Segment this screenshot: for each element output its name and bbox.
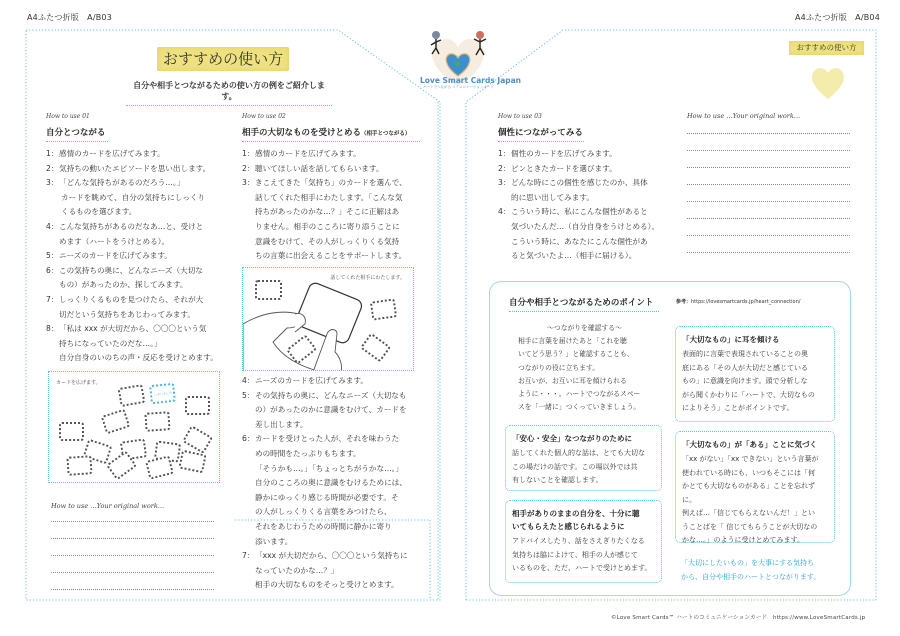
page-title: おすすめの使い方 <box>157 47 289 71</box>
section-how-to-use-03 <box>498 113 673 264</box>
step-item: 4： ニーズのカードを広げてみます。 <box>242 376 368 385</box>
confirm-text: 相手に言葉を届けたあと「これを聴 いてどう思う？」と確認することも、 つながりの役に立ちます。 お互いが、お互いに耳を傾けられる ように・・・。ハートでつながるスペー スを「一緒に」つくっていきましょう。 <box>518 337 641 412</box>
step-item: 2： 気持ちの動いたエピソードを思い出します。 <box>46 163 211 173</box>
illustration-caption: カードを広げます。 <box>56 380 101 386</box>
page-code-left: A4ふたつ折版 A/B03 <box>27 13 112 22</box>
writing-line[interactable] <box>687 184 850 185</box>
writing-line[interactable] <box>51 589 214 590</box>
step-item: 4： こんな気持ちがあるのだなあ…と、受けと めます（ハートをうけとめる）。 <box>46 221 204 246</box>
writing-line[interactable] <box>687 167 850 168</box>
page-subtitle: 自分や相手とつながるための使い方の例をご紹介します。 <box>126 80 332 106</box>
step-item: 3： きこえてきた「気持ち」のカードを選んで、 話してくれた相手にわたします。「こんな気 持ちがあったのかな…？」そこに正解はあ りません。相手のこころに寄り添うことに 意識をむけて、その人がしっくりくる気持 ちの言葉に出会えることをサポートします。 <box>242 178 407 261</box>
step-item: 6： カードを受けとった人が、それを味わうた めの時間をたっぷりもちます。 「そうかも…。」「ちょっとちがうかな…。」 自分のこころの奥に意識をむけるためには、 静かにゆっくり感じる時間が必要です。そ の人がしっくりくる言葉をみつけたら、 それをあじわうための時間に静かに寄り 添います。 <box>242 434 407 546</box>
step-item: 3： 「どんな気持ちがあるのだろう…。」 カードを眺めて、自分の気持ちにしっくり くるものを選びます。 <box>46 178 206 217</box>
tip-heading: 「安心・安全」なつながりのために <box>512 434 632 443</box>
step-list <box>242 147 432 264</box>
tip-notice-important <box>675 431 835 543</box>
step-item: 7： しっくりくるものを見つけたら、それが大 切だという気持ちをあじわってみます。 <box>46 294 204 319</box>
logo-name: Love Smart Cards Japan <box>420 76 522 85</box>
tip-heading: 相手がありのままの自分を、十分に聴 いてもらえたと感じられるように <box>512 509 640 531</box>
writing-line[interactable] <box>687 201 850 202</box>
writing-line[interactable] <box>687 133 850 134</box>
reference-link[interactable]: 参考：https://lovesmartcards.jp/heart_connection/ <box>676 299 801 305</box>
card-icon <box>144 411 170 432</box>
confirm-subtitle: ～つながりを確認する～ <box>547 324 622 332</box>
tip-text: 話してくれた個人的な話は、とても大切な この場だけの話です。この場以外では共 有しないことを確認します。 <box>512 449 645 484</box>
step-item: 1： 個性のカードを広げてみます。 <box>498 149 617 158</box>
card-icon <box>66 455 92 476</box>
tip-listening <box>505 500 662 583</box>
card-icon <box>178 450 206 474</box>
original-work-left <box>51 502 214 590</box>
section-label: How to use 02 <box>242 113 286 120</box>
step-item: 6： この気持ちの奥に、どんなニーズ（大切な もの）があったのか、探してみます。 <box>46 265 203 290</box>
section-label: How to use 01 <box>46 113 90 120</box>
card-icon <box>118 384 146 407</box>
writing-line[interactable] <box>687 252 850 253</box>
points-title: 自分や相手とつながるためのポイント <box>509 296 659 312</box>
writing-line[interactable] <box>687 150 850 151</box>
step-item: 3： どんな時にこの個性を感じたのか、具体 的に思い出してみます。 <box>498 178 648 202</box>
original-work-label: How to use …Your original work… <box>51 502 165 510</box>
step-list <box>46 147 231 366</box>
writing-line[interactable] <box>687 235 850 236</box>
section-title: 自分とつながる <box>46 126 108 142</box>
step-item: 5： ニーズのカードを広げてみます。 <box>46 251 172 261</box>
hand-holding-card-icon <box>243 268 414 371</box>
section-title: 相手の大切なものを受けとめる（相手とつながる） <box>242 126 420 142</box>
step-item: 2： 聴いてほしい話を話してもらいます。 <box>242 163 384 173</box>
illustration-caption: 話してくれた相手にわたします。 <box>330 275 405 281</box>
step-item: 7： 「xxx が大切だから、〇〇〇という気持ちに なっていたのかな…？」 相手の大切なものをそっと受けとめます。 <box>242 551 408 590</box>
heart-icon <box>810 66 846 100</box>
section-label: How to use 03 <box>498 113 542 120</box>
step-item: 1： 感情のカードを広げてみます。 <box>46 149 165 158</box>
footer-copyright: ©Love Smart Cards™ ハートのコミュニケーションカード https://www.LoveSmartCards.jp <box>611 615 866 621</box>
confirm-connection <box>507 322 662 415</box>
section-title: 個性につながってみる <box>498 126 584 142</box>
page-code-right: A4ふたつ折版 A/B04 <box>795 13 880 22</box>
original-work-right <box>687 112 850 253</box>
step-item: 2： ピンときたカードを選びます。 <box>498 163 617 173</box>
tip-listen-to-important <box>675 326 835 422</box>
original-work-label: How to use …Your original work… <box>687 112 801 120</box>
step-item: 8： 「私は xxx が大切だから、〇〇〇という気 持ちになっていたのだな…。」 自分自身のいのちの声・反応を受けとめます。 <box>46 324 218 363</box>
step-list <box>498 147 673 264</box>
card-icon <box>145 455 174 479</box>
writing-line[interactable] <box>687 218 850 219</box>
spread-cards-illustration <box>48 371 220 483</box>
step-item: 5： その気持ちの奥に、どんなニーズ（大切なも の）があったのかに意識をむけて、カードを 差し出します。 <box>242 390 407 429</box>
writing-line[interactable] <box>51 572 214 573</box>
tip-heading: 「大切なもの」に耳を傾ける <box>682 335 780 344</box>
writing-line[interactable] <box>51 555 214 556</box>
tip-safety <box>505 425 662 491</box>
section-how-to-use-02-continued <box>242 374 432 593</box>
card-icon <box>101 409 131 435</box>
card-icon-highlighted: いきいきした <box>149 383 176 405</box>
step-item: 1： 感情のカードを広げてみます。 <box>242 149 361 158</box>
section-how-to-use-01 <box>46 113 231 366</box>
tip-text: 表面的に言葉で表現されていることの奥 底にある「その人が大切だと感じている もの」に意識を向けます。頭で分析しな がら聞くかわりに「ハートで、大切なもの によりそう」ことがポイントです。 <box>682 350 815 412</box>
right-page-tag: おすすめの使い方 <box>789 41 864 55</box>
tip-heading: 「大切なもの」が「ある」ことに気づく <box>682 440 817 449</box>
card-icon <box>185 396 210 415</box>
writing-line[interactable] <box>51 521 214 522</box>
handing-card-illustration <box>242 267 414 371</box>
tip-text: 「xx がない」「xx できない」という言葉が 使われている時にも、いつもそこには「何 かとても大切なものがある」ことを忘れずに。 例えば…「信じてもらえないんだ！」とい うことばを「 信じてもらうことが大切なの かな…。」のように受けとめてみます。 <box>682 455 819 544</box>
card-icon <box>59 422 84 441</box>
logo-tagline: ハートでつながる コミュニケーションカード <box>423 85 494 89</box>
writing-line[interactable] <box>51 538 214 539</box>
step-list <box>242 374 432 593</box>
closing-message: 「大切にしたいもの」を大事にする気持ち から、自分や相手のハートとつながります。 <box>681 559 821 581</box>
section-how-to-use-02 <box>242 113 432 264</box>
step-item: 4： こういう時に、私にこんな個性があると 気づいたんだ…（自分自身をうけとめる）。 こういう時に、あなたにこんな個性があ ると気づいたよ…（相手に届ける）。 <box>498 207 660 261</box>
tip-text: アドバイスしたり、話をさえぎりたくなる 気持ちは脇によけて、相手の人が感じて いるものを、ただ、ハートで受けとめます。 <box>512 537 652 572</box>
